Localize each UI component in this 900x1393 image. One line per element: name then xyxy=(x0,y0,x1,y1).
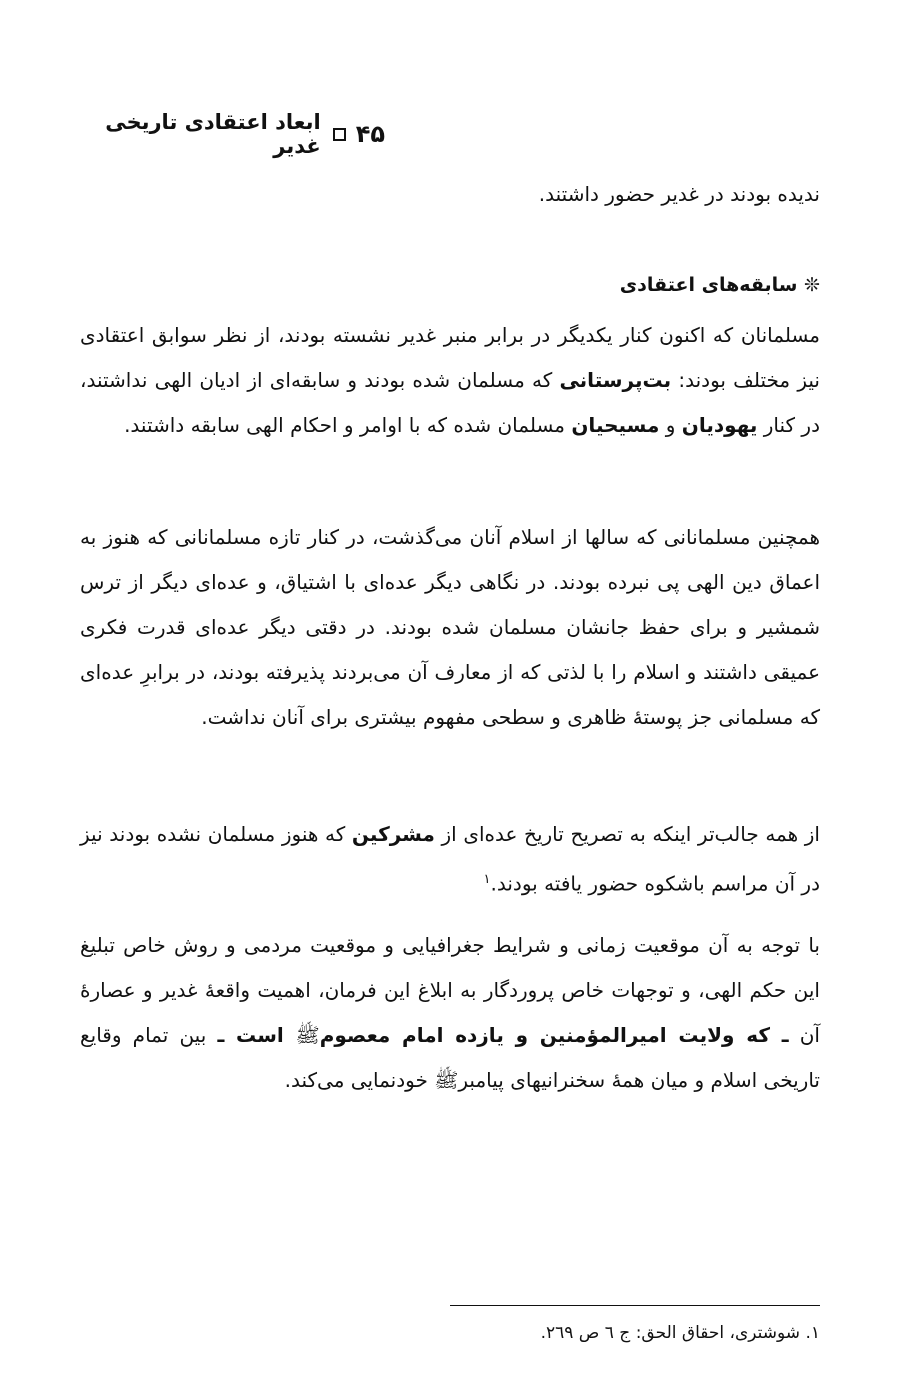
paragraph-3: از همه جالب‌تر اینکه به تصریح تاریخ عده‌ای از مشرکین که هنوز مسلمان نشده بودند نیز در آن مراسم باشکوه حضور یافته بودند.$^۱$ xyxy=(80,822,820,896)
paragraph-1: مسلمانان که اکنون کنار یکدیگر در برابر منبر غدیر نشسته بودند، از نظر سوابق اعتقادی نیز مختلف بودند: بت‌پرستانی که مسلمان شده بودند و سابقه‌ای از ادیان الهی نداشتند، در کنار یهودیان و مسیحیان مسلمان شده که با اوامر و احکام الهی سابقه داشتند. xyxy=(80,323,820,437)
running-title: ابعاد اعتقادی تاریخی غدیر xyxy=(105,110,321,158)
square-ornament-icon xyxy=(333,128,346,141)
running-header xyxy=(80,110,385,158)
footnote-divider xyxy=(450,1305,820,1306)
page-number: ۴۵ xyxy=(355,120,385,148)
paragraph-2: همچنین مسلمانانی که سالها از اسلام آنان می‌گذشت، در کنار تازه مسلمانانی که هنوز به اعماق دین الهی پی نبرده بودند. در نگاهی دیگر عده‌ای با اشتیاق، و عده‌ای دیگر از ترس شمشیر و برای حفظ جانشان مسلمان شده بودند. در دقتی دیگر عده‌ای قدرت فکری عمیقی داشتند و اسلام را با لذتی که از معارف آن می‌بردند پذیرفته بودند، در برابرِ عده‌ای که مسلمانی جز پوستهٔ ظاهری و سطحی مفهوم بیشتری برای آنان نداشت. xyxy=(80,525,820,729)
footnote-reference[interactable]: ۱ xyxy=(483,872,491,887)
intro-line: ندیده بودند در غدیر حضور داشتند. xyxy=(538,182,820,206)
footnote: ۱. شوشتری، احقاق الحق: ج ٦ ص ۲٦۹. xyxy=(540,1323,820,1343)
paragraph-4: با توجه به آن موقعیت زمانی و شرایط جغرافیایی و موقعیت مردمی و روش خاص تبلیغ این حکم الهی، و توجهات خاص پروردگار به ابلاغ این فرمان، اهمیت واقعهٔ غدیر و عصارهٔ آن ـ که ولایت امیرالمؤمنین و یازده امام معصومﷺ است ـ بین تمام وقایع تاریخی اسلام و میان همهٔ سخنرانیهای پیامبرﷺ خودنمایی می‌کند. xyxy=(80,933,820,1092)
section-heading: ❊ سابقه‌های اعتقادی xyxy=(619,274,820,296)
